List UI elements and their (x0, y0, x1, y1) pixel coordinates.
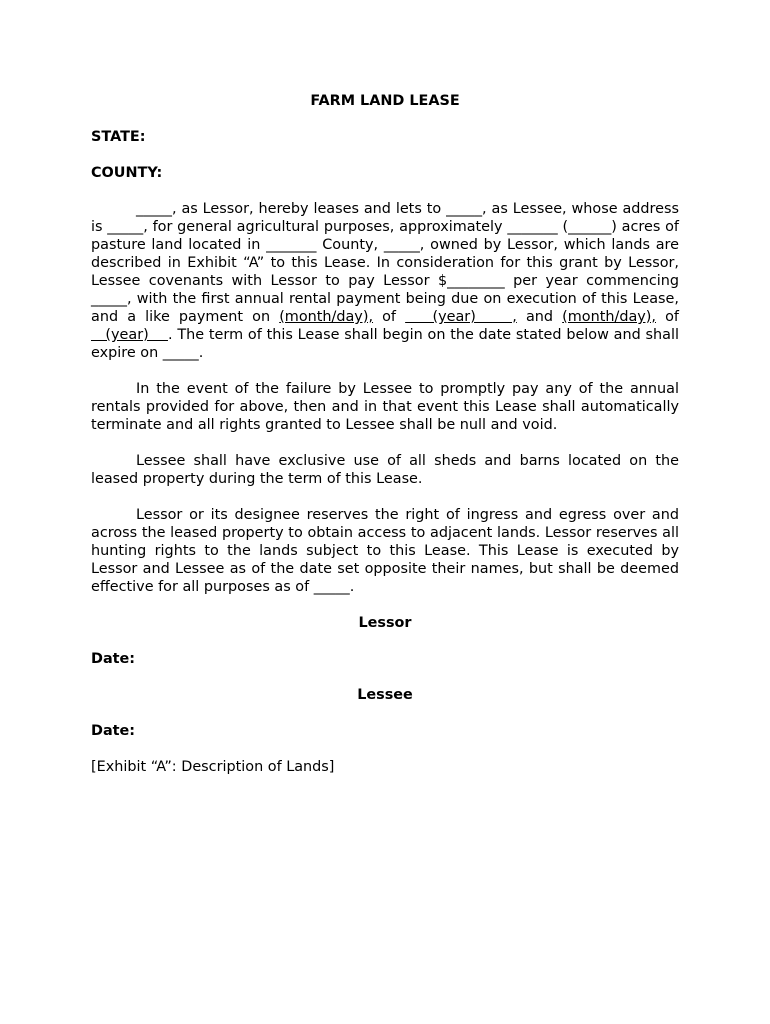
terms-text-3: and (516, 309, 563, 325)
lessee-date-label: Date: (91, 723, 136, 739)
lease-terms-paragraph (91, 200, 679, 362)
terms-text-4: of (656, 309, 679, 325)
exclusive-use-paragraph: Lessee shall have exclusive use of all sheds and barns located on the leased property during the term of this Lease. (91, 453, 679, 487)
terms-text-1: _____, as Lessor, hereby leases and lets to _____, as Lessee, whose address is _____, for general agricultural purposes, approximately _______ (______) acres of pasture land located in _______ County, _____, owned by Lessor, which lands are described in Exhibit “A” to this Lease. In consideration for this grant by Lessor, Lessee covenants with Lessor to pay Lessor $________ per year commencing _____, with the first annual rental payment being due on execution of this Lease, and a like payment on (91, 201, 679, 325)
document-title: FARM LAND LEASE (310, 93, 460, 109)
lessor-label: Lessor (358, 615, 412, 631)
underline-year-2: (year) (91, 327, 168, 343)
exhibit-reference: [Exhibit “A”: Description of Lands] (91, 759, 335, 775)
terms-text-5: . The term of this Lease shall begin on the date stated below and shall expire on _____. (91, 327, 679, 361)
lessee-label: Lessee (357, 687, 413, 703)
lessor-date-label: Date: (91, 651, 136, 667)
terms-text-2: of (373, 309, 406, 325)
state-label: STATE: (91, 129, 146, 145)
failure-to-pay-paragraph: In the event of the failure by Lessee to promptly pay any of the annual rentals provided for above, then and in that event this Lease shall automatically terminate and all rights granted to Lessee shall be null and void. (91, 381, 679, 433)
underline-month-day-1: (month/day), (279, 309, 374, 325)
underline-year-1: (year) , (405, 309, 517, 325)
county-label: COUNTY: (91, 165, 163, 181)
underline-month-day-2: (month/day), (562, 309, 656, 325)
reservation-paragraph: Lessor or its designee reserves the right of ingress and egress over and across the leased property to obtain access to adjacent lands. Lessor reserves all hunting rights to the lands subject to this Lease. This Lease is executed by Lessor and Lessee as of the date set opposite their names, but shall be deemed effective for all purposes as of _____. (91, 507, 679, 595)
document-body (91, 92, 679, 776)
